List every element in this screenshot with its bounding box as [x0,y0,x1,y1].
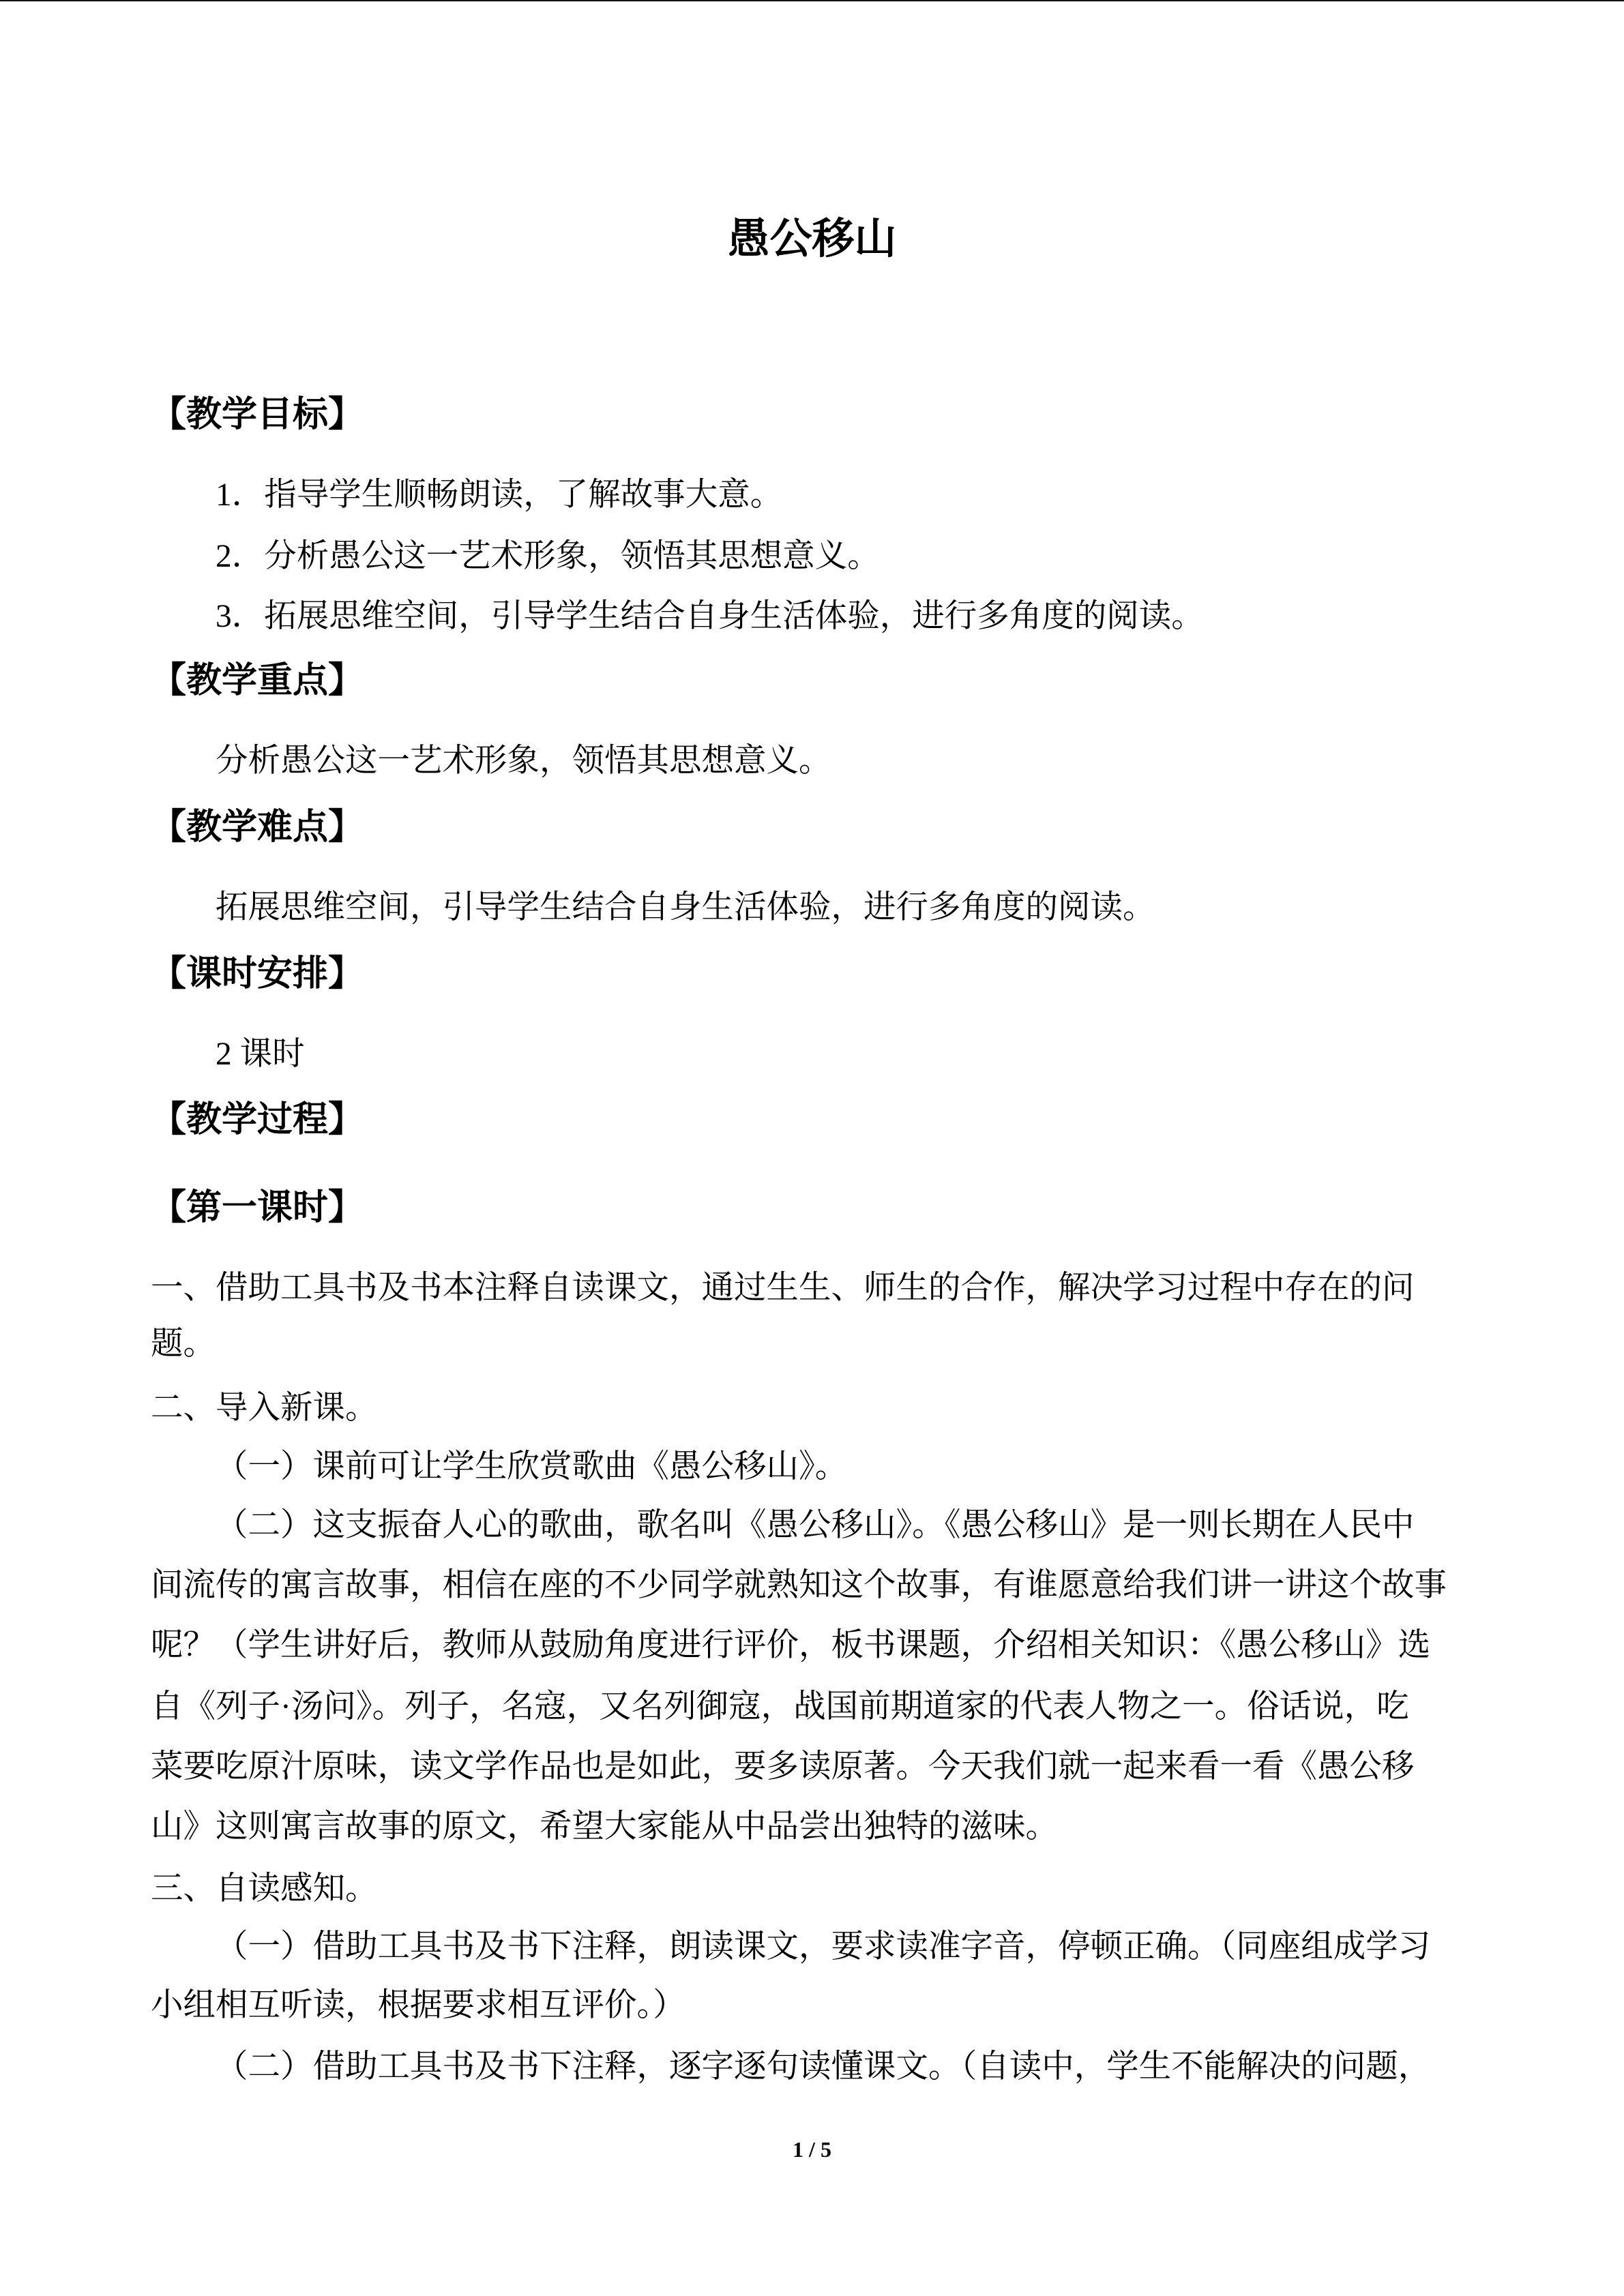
heading-difficulties: 【教学难点】 [151,807,364,848]
body-line: 二、导入新课。 [151,1390,378,1426]
body-line: （二）借助工具书及书下注释，逐字逐句读懂课文。（自读中，学生不能解决的问题， [216,2049,1431,2085]
body-line: 山》这则寓言故事的原文，希望大家能从中品尝出独特的滋味。 [151,1809,1058,1845]
heading-schedule: 【课时安排】 [151,953,364,994]
body-line: （二）这支振奋人心的歌曲，歌名叫《愚公移山》。《愚公移山》是一则长期在人民中 [216,1508,1415,1543]
schedule-text: 2 课时 [216,1037,305,1072]
heading-teaching-process: 【教学过程】 [151,1099,364,1140]
body-line: 三、自读感知。 [151,1871,378,1907]
body-line: 间流传的寓言故事，相信在座的不少同学就熟知这个故事，有谁愿意给我们讲一讲这个故事 [151,1568,1447,1603]
body-line: （一）借助工具书及书下注释，朗读课文，要求读准字音，停顿正确。（同座组成学习 [216,1929,1431,1965]
heading-teaching-objectives: 【教学目标】 [151,394,364,435]
body-line: 呢？（学生讲好后，教师从鼓励角度进行评价，板书课题，介绍相关知识：《愚公移山》选 [151,1628,1431,1663]
body-line: 菜要吃原汁原味，读文学作品也是如此，要多读原著。今天我们就一起来看一看《愚公移 [151,1749,1415,1785]
document-title: 愚公移山 [727,213,897,263]
key-points-text: 分析愚公这一艺术形象，领悟其思想意义。 [216,743,831,779]
heading-key-points: 【教学重点】 [151,660,364,701]
page-top-border [0,0,1624,1]
body-line: 自《列子·汤问》。列子，名寇，又名列御寇，战国前期道家的代表人物之一。俗话说，吃 [151,1689,1409,1725]
heading-lesson-one: 【第一课时】 [151,1187,364,1228]
objective-item-1: 1．指导学生顺畅朗读，了解故事大意。 [216,477,783,513]
objective-item-2: 2．分析愚公这一艺术形象，领悟其思想意义。 [216,539,880,574]
body-line: 题。 [151,1326,216,1362]
objective-item-3: 3．拓展思维空间，引导学生结合自身生活体验，进行多角度的阅读。 [216,599,1204,634]
difficulties-text: 拓展思维空间，引导学生结合自身生活体验，进行多角度的阅读。 [216,890,1155,925]
body-line: 小组相互听读，根据要求相互评价。） [151,1988,685,2023]
body-line: 一、借助工具书及书本注释自读课文，通过生生、师生的合作，解决学习过程中存在的问 [151,1270,1415,1306]
body-line: （一）课前可让学生欣赏歌曲《愚公移山》。 [216,1449,848,1485]
page-number: 1 / 5 [793,2137,831,2162]
